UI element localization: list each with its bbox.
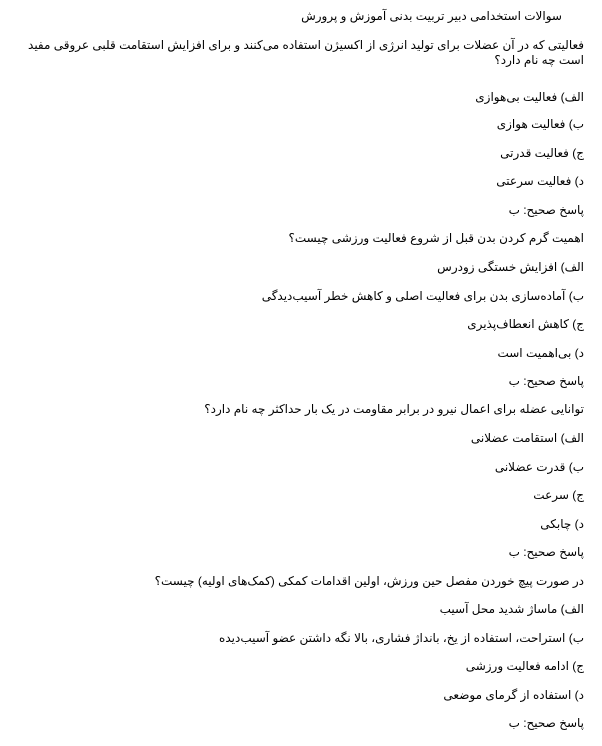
document-title: سوالات استخدامی دبیر تربیت بدنی آموزش و پرورش xyxy=(301,9,562,23)
question-4-option-b: ب) استراحت، استفاده از یخ، بانداژ فشاری، بالا نگه داشتن عضو آسیب‌دیده xyxy=(219,631,584,645)
question-1-option-c: ج) فعالیت قدرتی xyxy=(500,146,584,160)
question-4-answer: پاسخ صحیح: ب xyxy=(508,716,584,730)
question-1-option-a: الف) فعالیت بی‌هوازی xyxy=(475,90,584,104)
question-3-option-a: الف) استقامت عضلانی xyxy=(470,431,584,445)
question-2-option-b: ب) آماده‌سازی بدن برای فعالیت اصلی و کاهش خطر آسیب‌دیدگی xyxy=(261,289,584,303)
question-3-option-b: ب) قدرت عضلانی xyxy=(494,460,584,474)
question-3-option-d: د) چابکی xyxy=(540,517,584,531)
question-3-text: توانایی عضله برای اعمال نیرو در برابر مقاومت در یک بار حداکثر چه نام دارد؟ xyxy=(204,402,584,416)
question-3-option-c: ج) سرعت xyxy=(533,488,584,502)
question-2-option-d: د) بی‌اهمیت است xyxy=(497,346,584,360)
question-4-text: در صورت پیچ خوردن مفصل حین ورزش، اولین اقدامات کمکی (کمک‌های اولیه) چیست؟ xyxy=(154,574,584,588)
question-2-option-a: الف) افزایش خستگی زودرس xyxy=(437,260,584,274)
question-3-answer: پاسخ صحیح: ب xyxy=(508,545,584,559)
question-1-option-b: ب) فعالیت هوازی xyxy=(496,117,584,131)
question-4-option-c: ج) ادامه فعالیت ورزشی xyxy=(465,659,584,673)
question-4-option-a: الف) ماساژ شدید محل آسیب xyxy=(439,602,584,616)
question-2-text: اهمیت گرم کردن بدن قبل از شروع فعالیت ورزشی چیست؟ xyxy=(288,231,584,245)
question-1-option-d: د) فعالیت سرعتی xyxy=(496,174,584,188)
question-4-option-d: د) استفاده از گرمای موضعی xyxy=(443,688,584,702)
question-1-answer: پاسخ صحیح: ب xyxy=(508,203,584,217)
question-2-option-c: ج) کاهش انعطاف‌پذیری xyxy=(467,317,584,331)
question-1-text: فعالیتی که در آن عضلات برای تولید انرژی از اکسیژن استفاده می‌کنند و برای افزایش استقامت قلبی عروقی مفید است چه نام دارد؟ xyxy=(28,38,584,67)
question-2-answer: پاسخ صحیح: ب xyxy=(508,374,584,388)
